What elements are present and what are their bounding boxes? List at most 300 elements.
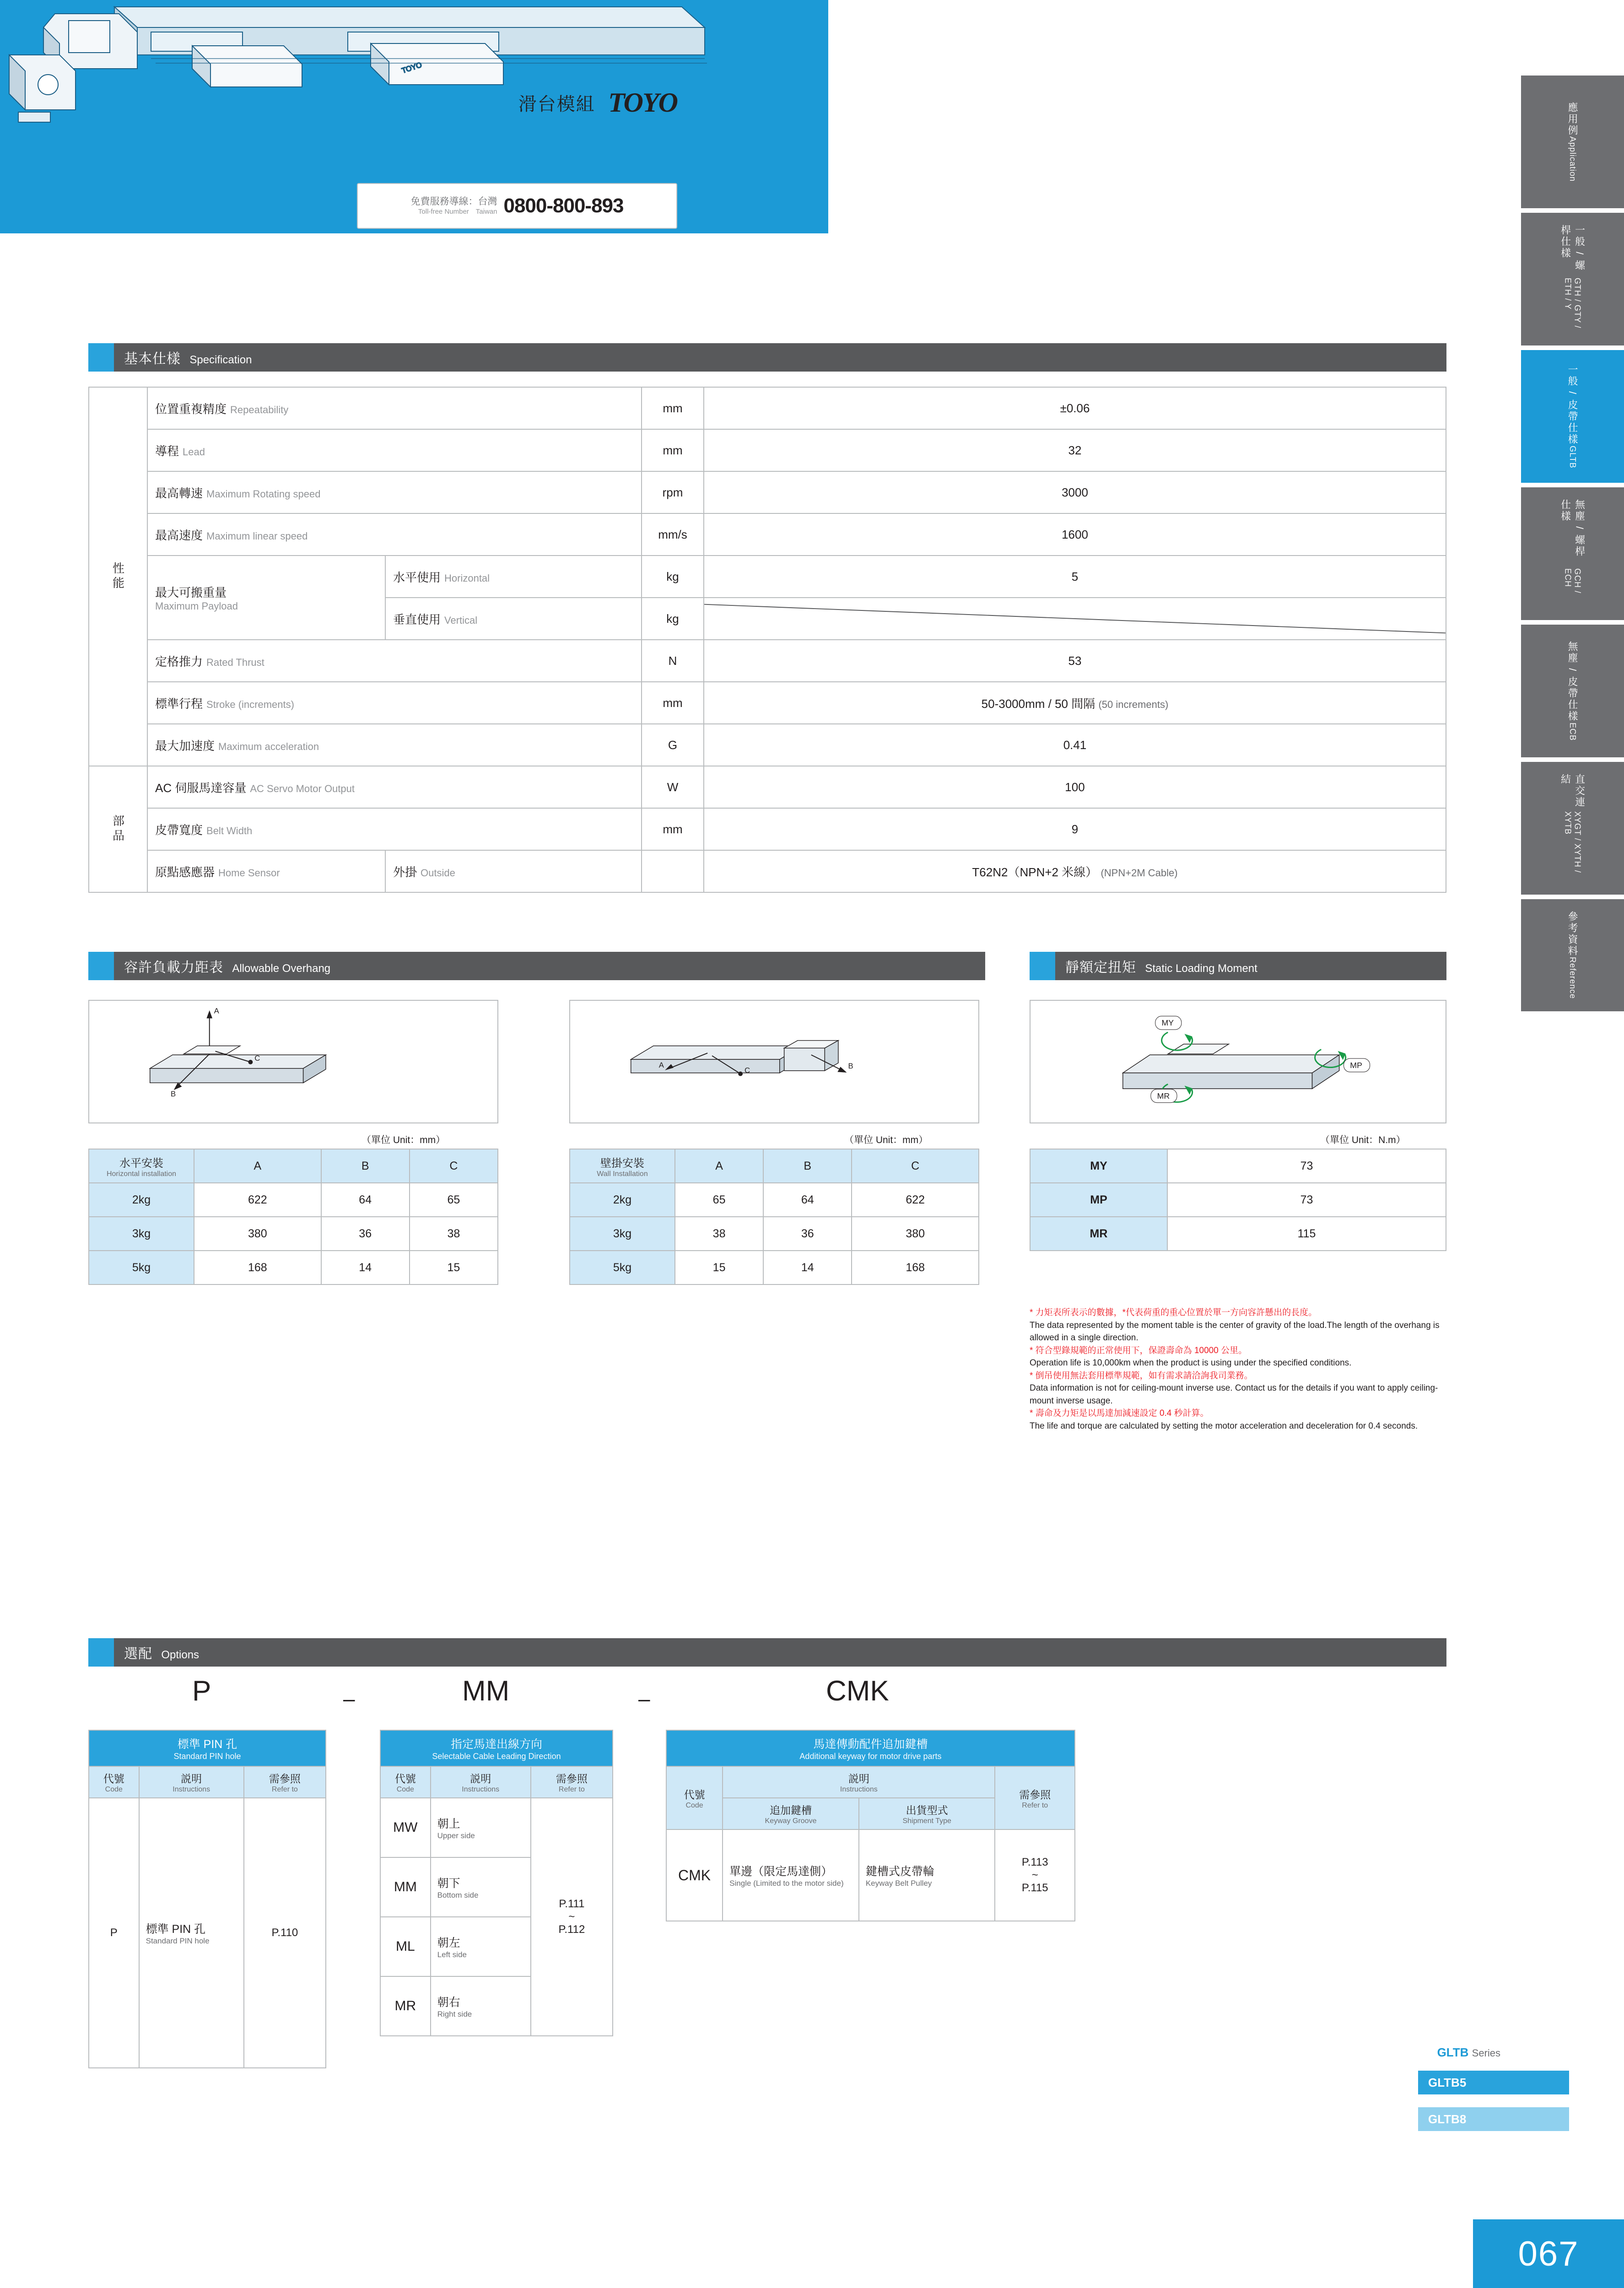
option-keyway-col-groove bbox=[723, 1798, 859, 1829]
option-cable-instruction-ml bbox=[431, 1917, 531, 1976]
overhang-row-label: 2kg bbox=[570, 1183, 675, 1217]
side-tab-application-cn: 應用例 bbox=[1567, 102, 1578, 136]
svg-text:TOYO: TOYO bbox=[400, 61, 423, 75]
section-moment-en: Static Loading Moment bbox=[1145, 962, 1257, 975]
overhang-cell: 65 bbox=[675, 1183, 763, 1217]
option-keyway-groove-en: Single (Limited to the motor side) bbox=[729, 1879, 844, 1888]
col-code-cn: 代號 bbox=[684, 1788, 705, 1801]
note-line: * 壽命及力矩是以馬達加減速設定 0.4 秒計算。 bbox=[1030, 1408, 1209, 1419]
overhang-cell: 36 bbox=[763, 1217, 852, 1251]
option-cable-title-cn: 指定馬達出線方向 bbox=[450, 1738, 542, 1751]
spec-value-en: (NPN+2M Cable) bbox=[1101, 867, 1178, 879]
col-inst-en: Instructions bbox=[462, 1786, 500, 1793]
spec-row-label-repeatability bbox=[147, 387, 642, 429]
spec-sublabel-cn: 垂直使用 bbox=[393, 612, 441, 626]
option-pin-title-en: Standard PIN hole bbox=[173, 1752, 241, 1761]
spec-unit: mm bbox=[642, 808, 704, 850]
table-row bbox=[89, 1217, 498, 1251]
spec-row-label-max-payload bbox=[147, 556, 385, 640]
option-keyway-refer[interactable] bbox=[995, 1829, 1075, 1921]
section-accent-block bbox=[1030, 952, 1055, 980]
spec-unit: W bbox=[642, 766, 704, 808]
option-cable-refer-line1: P.111 bbox=[559, 1898, 585, 1910]
spec-label-en: Belt Width bbox=[206, 825, 253, 836]
table-row bbox=[89, 808, 1446, 850]
spec-row-label-stroke bbox=[147, 682, 642, 724]
option-cable-col-code bbox=[380, 1766, 431, 1798]
side-tab-gch-en: GCH / ECH bbox=[1563, 568, 1582, 594]
spec-label-en: Home Sensor bbox=[218, 867, 280, 879]
spec-label-cn: 原點感應器 bbox=[155, 865, 215, 879]
spec-label-en: Maximum Rotating speed bbox=[206, 488, 321, 500]
col-inst-en: Instructions bbox=[173, 1786, 210, 1793]
option-pin-instruction-en: Standard PIN hole bbox=[146, 1937, 210, 1945]
spec-row-label-home-sensor bbox=[147, 850, 385, 892]
table-row bbox=[89, 1766, 326, 1798]
brand-title-cn: 滑台模組 bbox=[518, 94, 595, 114]
spec-unit: G bbox=[642, 724, 704, 766]
option-cable-code-mm: MM bbox=[380, 1857, 431, 1917]
overhang-cell: 168 bbox=[194, 1251, 321, 1284]
overhang-horizontal-table bbox=[88, 1149, 498, 1285]
option-cable-refer-line3: P.112 bbox=[558, 1923, 585, 1936]
spec-value-main: 50-3000mm / 50 間隔 bbox=[981, 696, 1095, 711]
option-keyway-col-instructions bbox=[723, 1766, 995, 1798]
table-row bbox=[89, 556, 1446, 598]
spec-value: 1600 bbox=[704, 513, 1446, 556]
spec-row-label-belt-width bbox=[147, 808, 642, 850]
overhang-horizontal-title-cn: 水平安裝 bbox=[119, 1157, 163, 1170]
overhang-cell: 38 bbox=[675, 1217, 763, 1251]
toll-free-label-en: Toll-free Number Taiwan bbox=[418, 207, 497, 216]
overhang-cell: 14 bbox=[763, 1251, 852, 1284]
moment-row-label-my: MY bbox=[1030, 1149, 1167, 1183]
option-keyway-code: CMK bbox=[666, 1829, 723, 1921]
overhang-cell: 622 bbox=[852, 1183, 979, 1217]
option-cable-title bbox=[380, 1730, 613, 1766]
toyo-logo: TOYO bbox=[608, 87, 677, 118]
table-row bbox=[380, 1798, 613, 1857]
svg-text:B: B bbox=[171, 1089, 176, 1098]
table-row bbox=[89, 640, 1446, 682]
table-row bbox=[570, 1149, 979, 1183]
overhang-col-c: C bbox=[852, 1149, 979, 1183]
overhang-horizontal-title-en: Horizontal installation bbox=[106, 1170, 177, 1178]
table-row bbox=[570, 1183, 979, 1217]
moment-row-label-mp: MP bbox=[1030, 1183, 1167, 1217]
side-tab-application-en: Application bbox=[1568, 136, 1577, 182]
spec-label-cn: 最高轉速 bbox=[155, 486, 203, 500]
series-button-gltb8[interactable]: GLTB8 bbox=[1418, 2107, 1569, 2131]
option-keyway-col-refer bbox=[995, 1766, 1075, 1829]
option-keyway-refer-line2: ~ bbox=[1031, 1869, 1038, 1881]
overhang-col-a: A bbox=[675, 1149, 763, 1183]
side-tab-gth-cn: 一般 / 螺桿仕樣 bbox=[1559, 225, 1586, 272]
spec-label-en: Maximum linear speed bbox=[206, 530, 308, 542]
option-cable-instruction-en: Upper side bbox=[437, 1831, 475, 1840]
section-header-text bbox=[114, 347, 252, 367]
option-pin-instruction-cn: 標準 PIN 孔 bbox=[146, 1923, 206, 1936]
spec-label-cn: 位置重複精度 bbox=[155, 402, 227, 416]
spec-label-cn: 皮帶寬度 bbox=[155, 823, 203, 837]
svg-text:B: B bbox=[848, 1061, 853, 1070]
table-row bbox=[570, 1251, 979, 1284]
overhang-cell: 64 bbox=[321, 1183, 410, 1217]
spec-value: 3000 bbox=[704, 471, 1446, 513]
option-cable-code-ml: ML bbox=[380, 1917, 431, 1976]
note-line: Operation life is 10,000km when the product is using under the specified conditions. bbox=[1030, 1358, 1352, 1368]
spec-unit bbox=[642, 850, 704, 892]
spec-value: 9 bbox=[704, 808, 1446, 850]
moment-row-label-mr: MR bbox=[1030, 1217, 1167, 1251]
section-options-cn: 選配 bbox=[124, 1646, 152, 1662]
option-cable-refer[interactable] bbox=[531, 1798, 613, 2036]
col-code-en: Code bbox=[685, 1801, 703, 1809]
spec-value: 32 bbox=[704, 429, 1446, 471]
table-row bbox=[666, 1766, 1075, 1798]
col-inst-cn: 説明 bbox=[181, 1773, 202, 1785]
table-row bbox=[89, 387, 1446, 429]
col-groove-en: Keyway Groove bbox=[765, 1817, 817, 1825]
overhang-col-a: A bbox=[194, 1149, 321, 1183]
spec-label-en: Lead bbox=[183, 446, 205, 458]
spec-unit: kg bbox=[642, 598, 704, 640]
overhang-cell: 14 bbox=[321, 1251, 410, 1284]
option-cable-refer-line2: ~ bbox=[568, 1910, 575, 1923]
moment-table bbox=[1030, 1149, 1446, 1251]
option-pin-code: P bbox=[89, 1798, 139, 2068]
note-line: * 符合型錄規範的正常使用下，保證壽命為 10000 公里。 bbox=[1030, 1345, 1247, 1355]
section-header-text bbox=[114, 956, 330, 976]
not-applicable-slash-icon bbox=[704, 598, 1446, 639]
moment-figure bbox=[1030, 1000, 1446, 1123]
svg-text:A: A bbox=[214, 1006, 219, 1015]
table-row bbox=[89, 850, 1446, 892]
table-row bbox=[1030, 1183, 1446, 1217]
spec-sublabel-en: Outside bbox=[421, 867, 455, 879]
spec-value-home-sensor bbox=[704, 850, 1446, 892]
col-code-en: Code bbox=[105, 1786, 123, 1793]
top-banner bbox=[0, 0, 828, 233]
option-keyway-shipment-cn: 鍵槽式皮帶輪 bbox=[865, 1865, 934, 1878]
side-tab-gltb[interactable] bbox=[1521, 350, 1624, 483]
spec-row-label-lead bbox=[147, 429, 642, 471]
option-cable-instruction-cn: 朝下 bbox=[437, 1877, 460, 1890]
spec-label-en: AC Servo Motor Output bbox=[250, 782, 355, 794]
option-cable-instruction-cn: 朝上 bbox=[437, 1818, 460, 1830]
section-accent-block bbox=[88, 1638, 114, 1667]
spec-unit: mm/s bbox=[642, 513, 704, 556]
table-row bbox=[380, 1730, 613, 1766]
table-row bbox=[89, 682, 1446, 724]
page-number: 067 bbox=[1473, 2219, 1624, 2288]
option-pin-title bbox=[89, 1730, 326, 1766]
spec-group-parts: 部品 bbox=[89, 766, 147, 892]
svg-text:MR: MR bbox=[1157, 1091, 1170, 1101]
spec-group-performance: 性能 bbox=[89, 387, 147, 766]
table-row bbox=[89, 724, 1446, 766]
wall-overhang-diagram-icon bbox=[570, 1001, 978, 1122]
option-keyway-refer-line1: P.113 bbox=[1021, 1856, 1048, 1868]
series-label bbox=[1437, 2045, 1500, 2060]
toll-free-number: 0800-800-893 bbox=[503, 194, 624, 217]
option-keyway-col-code bbox=[666, 1766, 723, 1829]
option-keyway-shipment bbox=[859, 1829, 995, 1921]
overhang-row-label: 2kg bbox=[89, 1183, 194, 1217]
table-row bbox=[380, 1766, 613, 1798]
side-tab-ecb-cn: 無塵 / 皮帶仕樣 bbox=[1567, 641, 1578, 723]
option-code-p: P bbox=[192, 1675, 211, 1707]
option-keyway-title-cn: 馬達傳動配件追加鍵槽 bbox=[813, 1738, 928, 1751]
section-spec-en: Specification bbox=[189, 354, 252, 366]
col-groove-cn: 追加鍵槽 bbox=[770, 1804, 812, 1816]
table-row bbox=[89, 513, 1446, 556]
overhang-wall-unit-note: （單位 Unit：mm） bbox=[844, 1135, 928, 1145]
option-pin-refer[interactable]: P.110 bbox=[244, 1798, 326, 2068]
spec-label-cn: 標準行程 bbox=[155, 696, 203, 711]
note-line: Data information is not for ceiling-mount inverse use. Contact us for the details if you want to apply ceiling-mount inverse usage. bbox=[1030, 1383, 1438, 1406]
overhang-col-b: B bbox=[321, 1149, 410, 1183]
option-cable-title-en: Selectable Cable Leading Direction bbox=[432, 1752, 561, 1761]
col-code-en: Code bbox=[396, 1786, 414, 1793]
spec-sublabel-cn: 水平使用 bbox=[393, 570, 441, 584]
spec-value-not-applicable bbox=[704, 598, 1446, 640]
side-tab-reference[interactable] bbox=[1521, 899, 1624, 1011]
option-cable-col-instructions bbox=[431, 1766, 531, 1798]
toll-free-box bbox=[357, 183, 677, 229]
section-header-text bbox=[114, 1642, 199, 1662]
spec-label-cn: 最大可搬重量 bbox=[155, 585, 227, 599]
option-pin-title-cn: 標準 PIN 孔 bbox=[177, 1738, 237, 1751]
series-button-gltb5[interactable]: GLTB5 bbox=[1418, 2071, 1569, 2094]
col-refer-cn: 需參照 bbox=[1019, 1788, 1051, 1801]
overhang-cell: 380 bbox=[852, 1217, 979, 1251]
section-options-en: Options bbox=[161, 1649, 200, 1661]
option-cable-instruction-mr bbox=[431, 1976, 531, 2036]
side-tab-ecb-en: ECB bbox=[1568, 722, 1577, 741]
col-inst-en: Instructions bbox=[840, 1786, 878, 1793]
option-dash-2: – bbox=[638, 1687, 650, 1711]
spec-unit: mm bbox=[642, 429, 704, 471]
side-tab-gltb-en: GLTB bbox=[1568, 445, 1577, 469]
overhang-wall-title-cn: 壁掛安裝 bbox=[600, 1157, 644, 1170]
spec-sublabel-en: Horizontal bbox=[444, 572, 490, 584]
series-name: GLTB bbox=[1437, 2045, 1469, 2059]
specification-table bbox=[88, 387, 1446, 893]
spec-value: 53 bbox=[704, 640, 1446, 682]
col-refer-en: Refer to bbox=[271, 1786, 298, 1793]
spec-label-en: Repeatability bbox=[230, 404, 289, 416]
spec-value: 0.41 bbox=[704, 724, 1446, 766]
section-header-specification bbox=[88, 343, 1446, 372]
option-cable-col-refer bbox=[531, 1766, 613, 1798]
spec-unit: mm bbox=[642, 682, 704, 724]
spec-unit: N bbox=[642, 640, 704, 682]
overhang-cell: 380 bbox=[194, 1217, 321, 1251]
option-code-mm: MM bbox=[462, 1675, 510, 1707]
spec-sublabel-outside bbox=[385, 850, 642, 892]
overhang-wall-table bbox=[569, 1149, 979, 1285]
spec-unit: rpm bbox=[642, 471, 704, 513]
note-line: * 力矩表所表示的數據，*代表荷重的重心位置於單一方向容許懸出的長度。 bbox=[1030, 1308, 1317, 1317]
table-row bbox=[1030, 1149, 1446, 1183]
spec-sublabel-cn: 外掛 bbox=[393, 865, 417, 879]
spec-label-en: Stroke (increments) bbox=[206, 698, 294, 710]
table-row bbox=[89, 429, 1446, 471]
overhang-wall-title-en: Wall Installation bbox=[597, 1170, 648, 1178]
brand-area bbox=[518, 87, 677, 119]
svg-text:C: C bbox=[744, 1066, 750, 1075]
overhang-cell: 622 bbox=[194, 1183, 321, 1217]
toll-free-label bbox=[410, 196, 497, 216]
table-row bbox=[89, 1730, 326, 1766]
col-code-cn: 代號 bbox=[394, 1773, 416, 1785]
spec-value-main: T62N2（NPN+2 米線） bbox=[972, 865, 1098, 879]
spec-value: 5 bbox=[704, 556, 1446, 598]
option-pin-instruction bbox=[139, 1798, 244, 2068]
table-row bbox=[89, 766, 1446, 808]
option-keyway-shipment-en: Keyway Belt Pulley bbox=[865, 1879, 932, 1888]
side-tab-gch-ech[interactable] bbox=[1521, 487, 1624, 620]
option-cable-direction-table bbox=[380, 1730, 613, 2036]
option-keyway-title bbox=[666, 1730, 1075, 1766]
moment-unit-note: （單位 Unit：N.m） bbox=[1320, 1135, 1406, 1145]
note-line: * 倒吊使用無法套用標準規範，如有需求請洽詢我司業務。 bbox=[1030, 1371, 1253, 1381]
side-tab-xy-en: XYGT / XYTH / XYTB bbox=[1563, 811, 1582, 873]
series-word: Series bbox=[1472, 2047, 1500, 2059]
svg-text:C: C bbox=[254, 1054, 260, 1063]
side-tab-xy-cn: 直交連結 bbox=[1559, 774, 1586, 808]
moment-value-mr: 115 bbox=[1167, 1217, 1446, 1251]
col-code-cn: 代號 bbox=[103, 1773, 124, 1785]
svg-text:MY: MY bbox=[1161, 1018, 1174, 1028]
option-pin-table bbox=[88, 1730, 326, 2068]
table-row bbox=[1030, 1217, 1446, 1251]
table-row bbox=[89, 471, 1446, 513]
overhang-wall-title bbox=[570, 1149, 675, 1183]
overhang-cell: 168 bbox=[852, 1251, 979, 1284]
side-tab-gltb-cn: 一般 / 皮帶仕樣 bbox=[1567, 364, 1578, 446]
spec-row-label-motor-output bbox=[147, 766, 642, 808]
spec-label-cn: 導程 bbox=[155, 444, 179, 458]
overhang-row-label: 3kg bbox=[570, 1217, 675, 1251]
section-overhang-en: Allowable Overhang bbox=[232, 962, 331, 975]
table-row bbox=[666, 1730, 1075, 1766]
spec-row-label-max-rotating-speed bbox=[147, 471, 642, 513]
overhang-cell: 38 bbox=[410, 1217, 498, 1251]
side-tab-gch-cn: 無塵 / 螺桿仕樣 bbox=[1559, 499, 1586, 558]
side-tab-ecb[interactable] bbox=[1521, 625, 1624, 757]
specification-table-wrap bbox=[88, 387, 1446, 893]
spec-value-en: (50 increments) bbox=[1098, 698, 1169, 710]
overhang-wall-figure bbox=[569, 1000, 979, 1123]
spec-label-en: Rated Thrust bbox=[206, 656, 264, 668]
option-keyway-groove-cn: 單邊（限定馬達側） bbox=[729, 1865, 833, 1878]
overhang-row-label: 3kg bbox=[89, 1217, 194, 1251]
option-dash-1: – bbox=[343, 1687, 355, 1711]
section-header-options bbox=[88, 1638, 1446, 1667]
table-row bbox=[89, 1183, 498, 1217]
section-header-text bbox=[1055, 956, 1257, 976]
spec-row-label-max-acceleration bbox=[147, 724, 642, 766]
table-row bbox=[89, 1149, 498, 1183]
col-inst-cn: 説明 bbox=[848, 1773, 869, 1785]
col-inst-cn: 説明 bbox=[470, 1773, 491, 1785]
col-refer-en: Refer to bbox=[1022, 1801, 1048, 1809]
option-cable-instruction-en: Left side bbox=[437, 1950, 467, 1959]
section-accent-block bbox=[88, 952, 114, 980]
spec-value: 100 bbox=[704, 766, 1446, 808]
col-ship-en: Shipment Type bbox=[902, 1817, 951, 1825]
spec-label-cn: 最大加速度 bbox=[155, 739, 215, 753]
spec-unit: kg bbox=[642, 556, 704, 598]
section-spec-cn: 基本仕樣 bbox=[124, 351, 181, 367]
spec-unit: mm bbox=[642, 387, 704, 429]
note-line: The life and torque are calculated by setting the motor acceleration and deceleration for 0.4 seconds. bbox=[1030, 1421, 1418, 1431]
overhang-cell: 15 bbox=[675, 1251, 763, 1284]
option-cable-instruction-mm bbox=[431, 1857, 531, 1917]
overhang-cell: 15 bbox=[410, 1251, 498, 1284]
spec-value: ±0.06 bbox=[704, 387, 1446, 429]
overhang-horizontal-title bbox=[89, 1149, 194, 1183]
moment-notes bbox=[1030, 1306, 1451, 1432]
option-cable-instruction-cn: 朝右 bbox=[437, 1996, 460, 2009]
option-pin-col-code bbox=[89, 1766, 139, 1798]
overhang-cell: 36 bbox=[321, 1217, 410, 1251]
option-cable-instruction-mw bbox=[431, 1798, 531, 1857]
overhang-col-b: B bbox=[763, 1149, 852, 1183]
col-refer-en: Refer to bbox=[558, 1786, 585, 1793]
spec-sublabel-horizontal bbox=[385, 556, 642, 598]
option-keyway-col-shipment bbox=[859, 1798, 995, 1829]
side-tab-xy-connection[interactable] bbox=[1521, 762, 1624, 895]
overhang-cell: 64 bbox=[763, 1183, 852, 1217]
horizontal-overhang-diagram-icon bbox=[89, 1001, 497, 1122]
spec-value-stroke bbox=[704, 682, 1446, 724]
svg-text:A: A bbox=[658, 1060, 664, 1069]
option-keyway-title-en: Additional keyway for motor drive parts bbox=[799, 1752, 942, 1761]
col-refer-cn: 需參照 bbox=[556, 1773, 588, 1785]
option-keyway-groove bbox=[723, 1829, 859, 1921]
side-tab-gth-gty-eth-y[interactable] bbox=[1521, 213, 1624, 345]
note-line: The data represented by the moment table is the center of gravity of the load.The length of the overhang is allowed in a single direction. bbox=[1030, 1320, 1440, 1343]
table-row bbox=[89, 1798, 326, 2068]
option-cable-code-mw: MW bbox=[380, 1798, 431, 1857]
col-refer-cn: 需參照 bbox=[269, 1773, 301, 1785]
option-keyway-refer-line3: P.115 bbox=[1021, 1882, 1048, 1894]
option-cable-code-mr: MR bbox=[380, 1976, 431, 2036]
side-tab-reference-en: Reference bbox=[1568, 957, 1577, 999]
overhang-row-label: 5kg bbox=[570, 1251, 675, 1284]
side-tab-application[interactable] bbox=[1521, 76, 1624, 208]
section-moment-cn: 靜額定扭矩 bbox=[1065, 960, 1136, 975]
option-pin-col-instructions bbox=[139, 1766, 244, 1798]
toll-free-label-cn: 免費服務導線：台灣 bbox=[410, 196, 497, 207]
moment-value-mp: 73 bbox=[1167, 1183, 1446, 1217]
option-cable-instruction-cn: 朝左 bbox=[437, 1937, 460, 1949]
option-cable-instruction-en: Right side bbox=[437, 2010, 472, 2018]
overhang-col-c: C bbox=[410, 1149, 498, 1183]
table-row bbox=[570, 1217, 979, 1251]
table-row bbox=[666, 1829, 1075, 1921]
section-overhang-cn: 容許負載力距表 bbox=[124, 960, 223, 975]
spec-label-cn: AC 伺服馬達容量 bbox=[155, 781, 247, 795]
spec-sublabel-vertical bbox=[385, 598, 642, 640]
moment-value-my: 73 bbox=[1167, 1149, 1446, 1183]
svg-text:MP: MP bbox=[1350, 1060, 1362, 1070]
side-tab-reference-cn: 參考資料 bbox=[1567, 911, 1578, 957]
table-row bbox=[89, 1251, 498, 1284]
